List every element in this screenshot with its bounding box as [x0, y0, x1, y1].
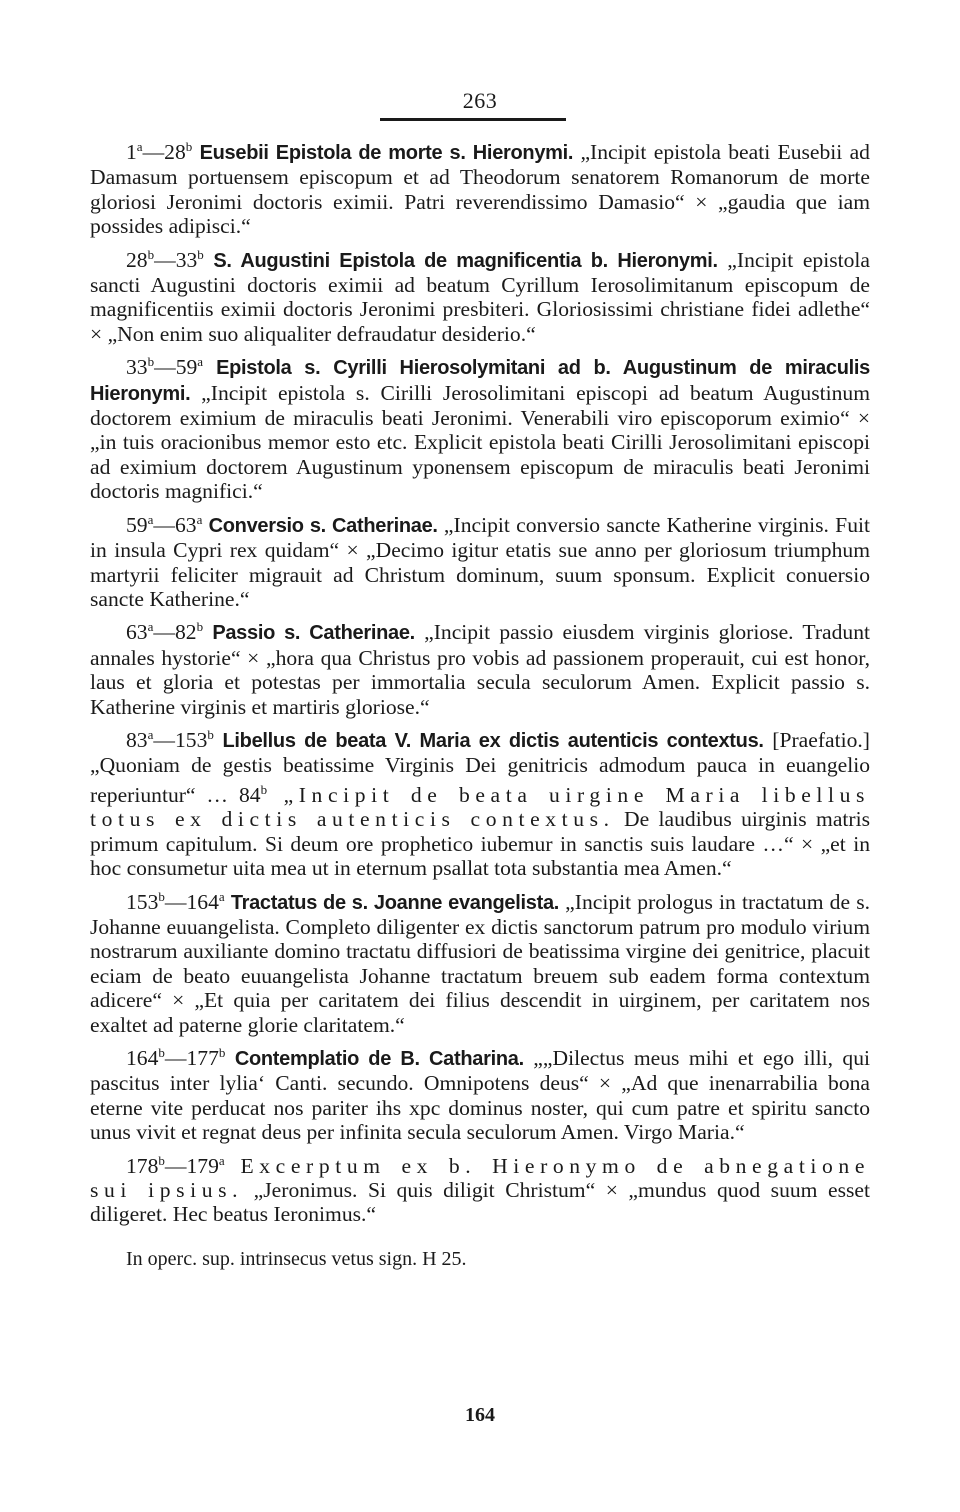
entry-title: Conversio s. Catherinae. — [208, 514, 438, 537]
entry-text: „„Dilectus meus mihi et ego illi, qui pascitus inter lylia‘ Canti. secundo. Omnipotens deus“ × „Ad que inenarrabilia bona eterne vite perducat nos pariter ihs xpc dominus noster, qui cum patre et spiritu sancto unus vivit et regnat deus per infinita secula seculorum Amen. Virgo Maria.“ — [90, 1046, 871, 1145]
entry-spaced-incipit: „Incipit de beata uirgine Maria libellus totus ex dictis autenticis contextus. — [90, 782, 871, 832]
entry-text: „Jeronimus. Si quis diligit Christum“ × „mundus quod suum esset diligeret. Hec beatus Ieronimus.“ — [90, 1178, 870, 1227]
folio-range: 153$^b$—164$^a$ — [126, 888, 225, 914]
folio-range: 63$^a$—82$^b$ — [126, 619, 204, 645]
entry-text: De laudibus uirginis matris primum capitulum. Si deum ore prophetico iubemur in sanctis suis laudare …“ × „et in hoc consumetur uita mea ut in eternum psallat tota substantia mea Amen.“ — [90, 807, 870, 881]
folio-range: 164$^b$—177$^b$ — [126, 1044, 226, 1070]
entry-title: Contemplatio de B. Catharina. — [234, 1048, 524, 1070]
entry-text: „Incipit conversio sancte Katherine virginis. Fuit in insula Cypri rex quidam“ × „Decimo igitur etatis sue anno per gloriosum triumphum martyrii feliciter migrauit ad Christum dominum, suum sponsum. Explicit conuersio sancte Katherine.“ — [90, 512, 870, 611]
catalog-entry — [90, 513, 870, 612]
entry-text: „Incipit prologus in tractatum de s. Johanne euuangelista. Completo diligenter ex dictis sanctorum patrum pro modulo virium nostrarum auxiliante domino tractatu diffusiori de beatissima virgine dei genitrice, placuit eciam de beato euuangelista Johanne tractatum breuem sub eadem forma contextum adicere“ × „Et quia per caritatem dei filius descendit in uirginem, per caritatem nos exaltet ad paterne glorie claritatem.“ — [90, 889, 870, 1037]
page-number-top: 263 — [462, 88, 498, 113]
entry-text: „Incipit epistola sancti Augustini doctoris eximii ad beatum Cyrillum Ierosolimitanum episcopum de magnificentiis eximii doctoris Jeronimi presbiteri. Gloriosissimi christiane fidei adlethe“ × „Non enim suo aliqualiter defraudatur desiderio.“ — [90, 247, 870, 346]
catalog-entry — [90, 140, 870, 239]
entry-title: Passio s. Catherinae. — [212, 622, 415, 645]
entry-text: „Incipit epistola beati Eusebii ad Damasum portuensem episcopum et ad Theodorum senatorem Romanorum de morte gloriosi Jeronimi doctoris eximii. Patri reverendissimo Damasio“ × „gaudia que iam possides adipisci.“ — [90, 140, 870, 239]
entry-spaced-title: Excerptum ex b. Hieronymo de abnegatione sui ipsius. — [90, 1153, 870, 1203]
folio-range: 59$^a$—63$^a$ — [126, 511, 203, 537]
catalog-entry — [90, 355, 870, 503]
folio-range: 178$^b$—179$^a$ — [126, 1152, 225, 1178]
entry-text: „Incipit passio eiusdem virginis gloriose. Tradunt annales hystorie“ × „hora qua Christus pro vobis ad passionem properauit, cui est honor, laus et gloria et potestas per immortalia secula seculorum Amen. Explicit passio s. Katherine virginis et martiris gloriose.“ — [90, 620, 871, 719]
header-rule — [380, 118, 566, 121]
folio-range: 83$^a$—153$^b$ — [126, 726, 214, 752]
folio-range: 33$^b$—59$^a$ — [126, 354, 204, 380]
catalog-entry — [90, 1046, 870, 1145]
entry-text: „Incipit epistola s. Cirilli Jerosolimitani episcopi ad beatum Augustinum doctorem eximium de miraculis beati Jeronimi. Venerabili viro episcoporum eximio“ × „in tuis oracionibus memor esto etc. Explicit epistola beati Cirilli Jerosolimitani episcopi ad eximium doctorem Augustinum yponensem episcopum de miraculis beati Jeronimi doctoris magnifici.“ — [90, 380, 870, 504]
entry-title: Tractatus de s. Joanne evangelista. — [230, 891, 560, 914]
entry-title: S. Augustini Epistola de magnificentia b. Hieronymi. — [213, 249, 718, 272]
entry-title: Epistola s. Cyrilli Hierosolymitani ad b. Augustinum de miraculis Hieronymi. — [90, 357, 870, 405]
catalog-body — [90, 140, 870, 1271]
catalog-entry — [90, 248, 870, 347]
binding-note: In operc. sup. intrinsecus vetus sign. H 25. — [126, 1247, 467, 1270]
folio-range: 28$^b$—33$^b$ — [126, 246, 204, 272]
catalog-entry — [90, 728, 870, 881]
entry-title: Eusebii Epistola de morte s. Hieronymi. — [199, 142, 574, 164]
folio-range: 1$^a$—28$^b$ — [126, 138, 193, 164]
catalog-entry — [90, 620, 870, 719]
entry-preface: [Praefatio.] „Quoniam de gestis beatissime Virginis Dei genitricis admodum pauca in euangelio reperiuntur“ … 84 — [90, 727, 870, 807]
page-number-bottom: 164 — [465, 1404, 495, 1426]
entry-title: Libellus de beata V. Maria ex dictis autenticis contextus. — [222, 729, 764, 752]
folio-sup: b — [260, 781, 268, 797]
catalog-entry — [90, 890, 870, 1037]
catalog-entry — [90, 1154, 870, 1227]
